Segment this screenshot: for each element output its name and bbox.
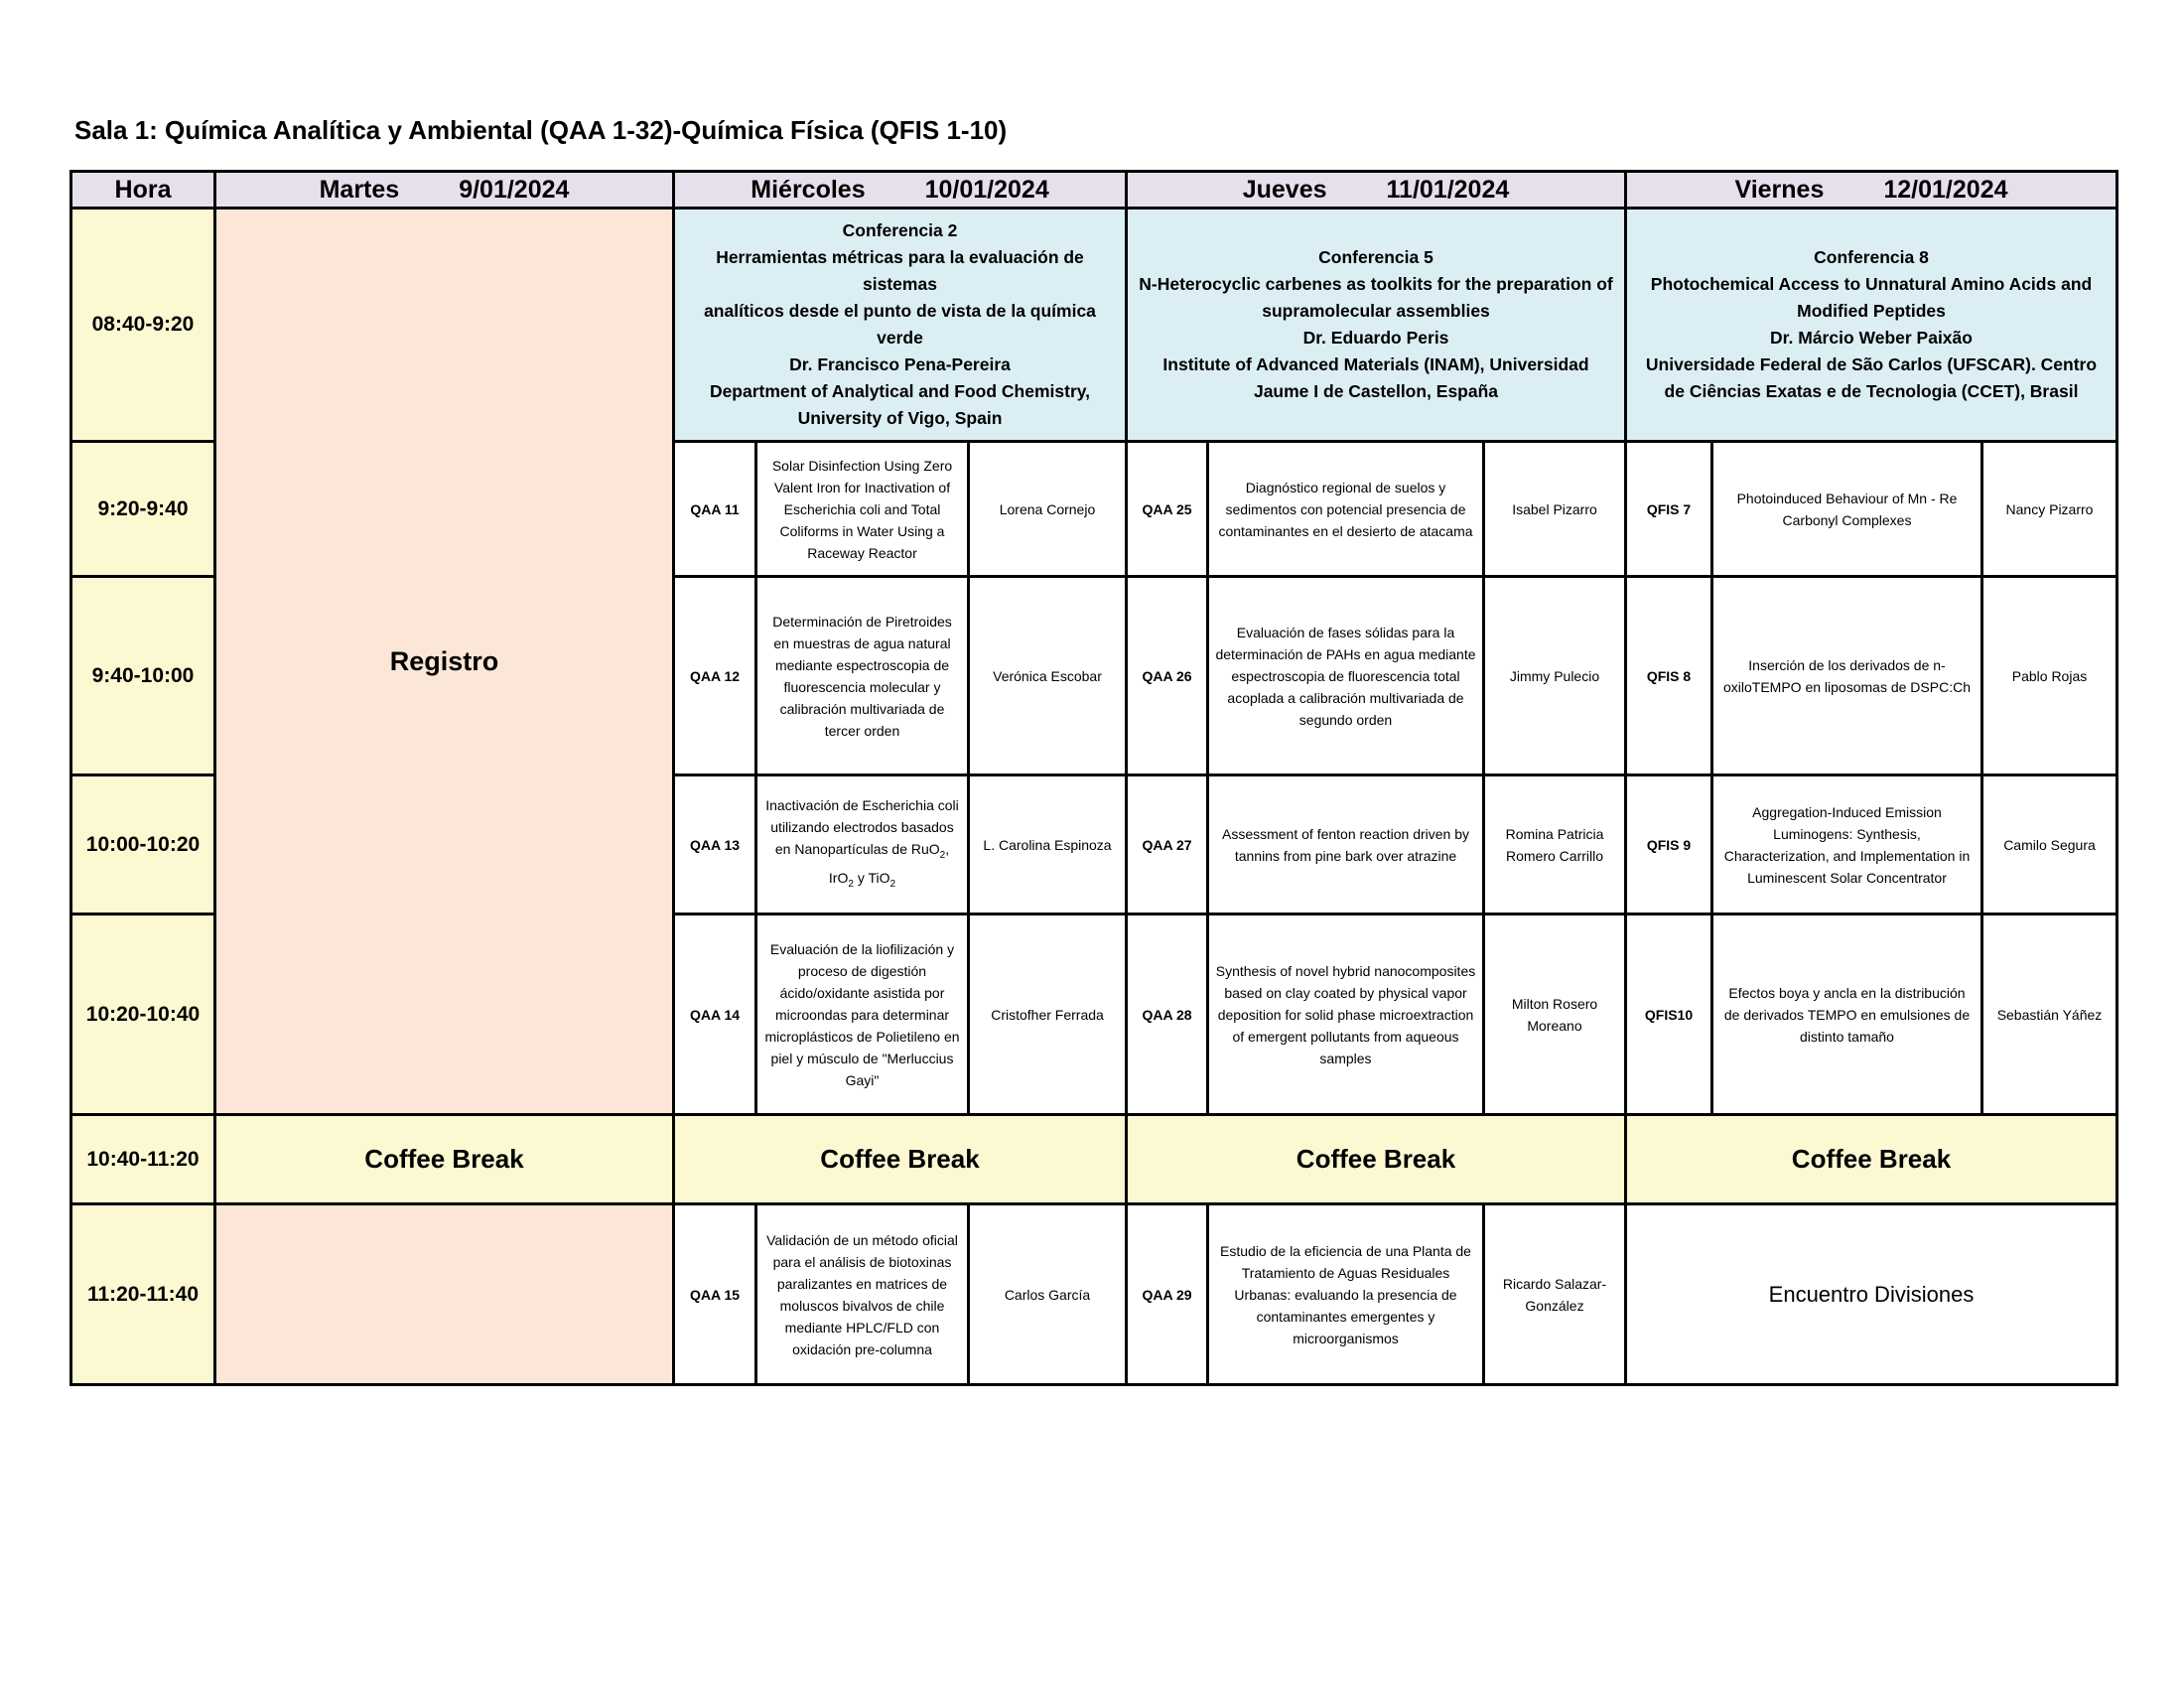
day-name: Jueves xyxy=(1242,175,1327,204)
talk-title xyxy=(756,775,969,914)
day-date: 10/01/2024 xyxy=(924,175,1049,204)
talk-title: Evaluación de fases sólidas para la determinación de PAHs en agua mediante espectroscopia de fluorescencia total acoplada a calibración multivariada de segundo orden xyxy=(1208,577,1484,775)
talk-speaker: Verónica Escobar xyxy=(969,577,1127,775)
day-name: Miércoles xyxy=(751,175,866,204)
talk-speaker: Lorena Cornejo xyxy=(969,442,1127,577)
conference-title: N-Heterocyclic carbenes as toolkits for the preparation of supramolecular assemblies xyxy=(1139,274,1613,321)
talk-code: QAA 27 xyxy=(1127,775,1208,914)
talk-title: Evaluación de la liofilización y proceso de digestión ácido/oxidante asistida por microondas para determinar microplásticos de Polietileno en piel y músculo de "Merluccius Gayi" xyxy=(756,914,969,1115)
time-slot: 9:40-10:00 xyxy=(71,577,215,775)
talk-title: Validación de un método oficial para el análisis de biotoxinas paralizantes en matrices de moluscos bivalvos de chile mediante HPLC/FLD con oxidación pre-columna xyxy=(756,1204,969,1385)
talk-speaker: Jimmy Pulecio xyxy=(1484,577,1626,775)
talk-code: QAA 25 xyxy=(1127,442,1208,577)
coffee-break: Coffee Break xyxy=(1626,1115,2117,1204)
conference-speaker: Dr. Francisco Pena-Pereira xyxy=(789,354,1011,374)
header-miercoles xyxy=(674,172,1127,209)
header-row xyxy=(71,172,2117,209)
registro-cell: Registro xyxy=(215,209,674,1115)
time-slot: 11:20-11:40 xyxy=(71,1204,215,1385)
conference-number: Conferencia 2 xyxy=(842,220,958,240)
conference-title: analíticos desde el punto de vista de la química verde xyxy=(704,301,1096,348)
talk-speaker: Nancy Pizarro xyxy=(1982,442,2117,577)
time-slot: 10:00-10:20 xyxy=(71,775,215,914)
talk-title-text: , IrO xyxy=(828,840,950,886)
talk-speaker: Ricardo Salazar-González xyxy=(1484,1204,1626,1385)
schedule-row xyxy=(71,209,2117,442)
header-viernes xyxy=(1626,172,2117,209)
conference-cell xyxy=(674,209,1127,442)
talk-code: QAA 14 xyxy=(674,914,756,1115)
time-slot: 10:20-10:40 xyxy=(71,914,215,1115)
talk-speaker: Pablo Rojas xyxy=(1982,577,2117,775)
talk-speaker: Isabel Pizarro xyxy=(1484,442,1626,577)
talk-title: Inserción de los derivados de n-oxiloTEMPO en liposomas de DSPC:Ch xyxy=(1712,577,1982,775)
conference-affiliation: Universidade Federal de São Carlos (UFSCAR). Centro de Ciências Exatas e de Tecnologia (CCET), Brasil xyxy=(1645,354,2098,401)
coffee-row xyxy=(71,1115,2117,1204)
conference-speaker: Dr. Márcio Weber Paixão xyxy=(1770,328,1973,348)
conference-speaker: Dr. Eduardo Peris xyxy=(1302,328,1449,348)
talk-title-text: Inactivación de Escherichia coli utilizando electrodos basados en Nanopartículas de RuO xyxy=(765,796,959,857)
talk-code: QAA 28 xyxy=(1127,914,1208,1115)
schedule-row xyxy=(71,1204,2117,1385)
talk-speaker: Sebastián Yáñez xyxy=(1982,914,2117,1115)
time-slot: 9:20-9:40 xyxy=(71,442,215,577)
conference-cell xyxy=(1626,209,2117,442)
conference-title: Herramientas métricas para la evaluación de sistemas xyxy=(716,247,1084,294)
talk-title: Aggregation-Induced Emission Luminogens: Synthesis, Characterization, and Implementation in Luminescent Solar Concentrator xyxy=(1712,775,1982,914)
talk-speaker: Carlos García xyxy=(969,1204,1127,1385)
header-jueves xyxy=(1127,172,1626,209)
talk-title: Solar Disinfection Using Zero Valent Iron for Inactivation of Escherichia coli and Total Coliforms in Water Using a Raceway Reactor xyxy=(756,442,969,577)
schedule-table xyxy=(69,170,2118,1386)
talk-code: QAA 13 xyxy=(674,775,756,914)
talk-code: QFIS 8 xyxy=(1626,577,1712,775)
conference-number: Conferencia 5 xyxy=(1318,247,1433,267)
talk-title: Efectos boya y ancla en la distribución de derivados TEMPO en emulsiones de distinto tamaño xyxy=(1712,914,1982,1115)
coffee-break: Coffee Break xyxy=(215,1115,674,1204)
header-hora: Hora xyxy=(71,172,215,209)
time-slot: 08:40-9:20 xyxy=(71,209,215,442)
talk-code: QAA 11 xyxy=(674,442,756,577)
talk-title: Diagnóstico regional de suelos y sedimentos con potencial presencia de contaminantes en el desierto de atacama xyxy=(1208,442,1484,577)
talk-speaker: Milton Rosero Moreano xyxy=(1484,914,1626,1115)
talk-code: QFIS 9 xyxy=(1626,775,1712,914)
time-slot: 10:40-11:20 xyxy=(71,1115,215,1204)
talk-title: Photoinduced Behaviour of Mn - Re Carbonyl Complexes xyxy=(1712,442,1982,577)
encuentro-divisiones: Encuentro Divisiones xyxy=(1626,1204,2117,1385)
talk-code: QAA 12 xyxy=(674,577,756,775)
talk-title: Assessment of fenton reaction driven by tannins from pine bark over atrazine xyxy=(1208,775,1484,914)
registro-continuation xyxy=(215,1204,674,1385)
coffee-break: Coffee Break xyxy=(1127,1115,1626,1204)
talk-speaker: Camilo Segura xyxy=(1982,775,2117,914)
talk-code: QAA 26 xyxy=(1127,577,1208,775)
day-date: 9/01/2024 xyxy=(459,175,570,204)
talk-code: QAA 29 xyxy=(1127,1204,1208,1385)
talk-code: QAA 15 xyxy=(674,1204,756,1385)
header-martes xyxy=(215,172,674,209)
coffee-break: Coffee Break xyxy=(674,1115,1127,1204)
conference-number: Conferencia 8 xyxy=(1814,247,1929,267)
talk-speaker: L. Carolina Espinoza xyxy=(969,775,1127,914)
talk-title-text: y TiO xyxy=(853,869,890,886)
talk-code: QFIS10 xyxy=(1626,914,1712,1115)
talk-speaker: Romina Patricia Romero Carrillo xyxy=(1484,775,1626,914)
day-name: Martes xyxy=(319,175,400,204)
subscript: 2 xyxy=(889,878,896,890)
talk-title: Determinación de Piretroides en muestras de agua natural mediante espectroscopia de fluorescencia molecular y calibración multivariada de tercer orden xyxy=(756,577,969,775)
conference-cell xyxy=(1127,209,1626,442)
conference-title: Photochemical Access to Unnatural Amino Acids and Modified Peptides xyxy=(1650,274,2093,321)
subscript: 2 xyxy=(848,878,854,890)
talk-code: QFIS 7 xyxy=(1626,442,1712,577)
conference-affiliation: Institute of Advanced Materials (INAM), Universidad Jaume I de Castellon, España xyxy=(1162,354,1589,401)
talk-title: Synthesis of novel hybrid nanocomposites based on clay coated by physical vapor deposition for solid phase microextraction of emergent pollutants from aqueous samples xyxy=(1208,914,1484,1115)
day-date: 11/01/2024 xyxy=(1386,175,1510,204)
talk-title: Estudio de la eficiencia de una Planta de Tratamiento de Aguas Residuales Urbanas: evaluando la presencia de contaminantes emergentes y microorganismos xyxy=(1208,1204,1484,1385)
subscript: 2 xyxy=(939,849,946,861)
page-title: Sala 1: Química Analítica y Ambiental (QAA 1-32)-Química Física (QFIS 1-10) xyxy=(74,115,1008,145)
talk-speaker: Cristofher Ferrada xyxy=(969,914,1127,1115)
day-name: Viernes xyxy=(1734,175,1825,204)
day-date: 12/01/2024 xyxy=(1883,175,2008,204)
conference-affiliation: Department of Analytical and Food Chemistry, University of Vigo, Spain xyxy=(709,381,1091,428)
